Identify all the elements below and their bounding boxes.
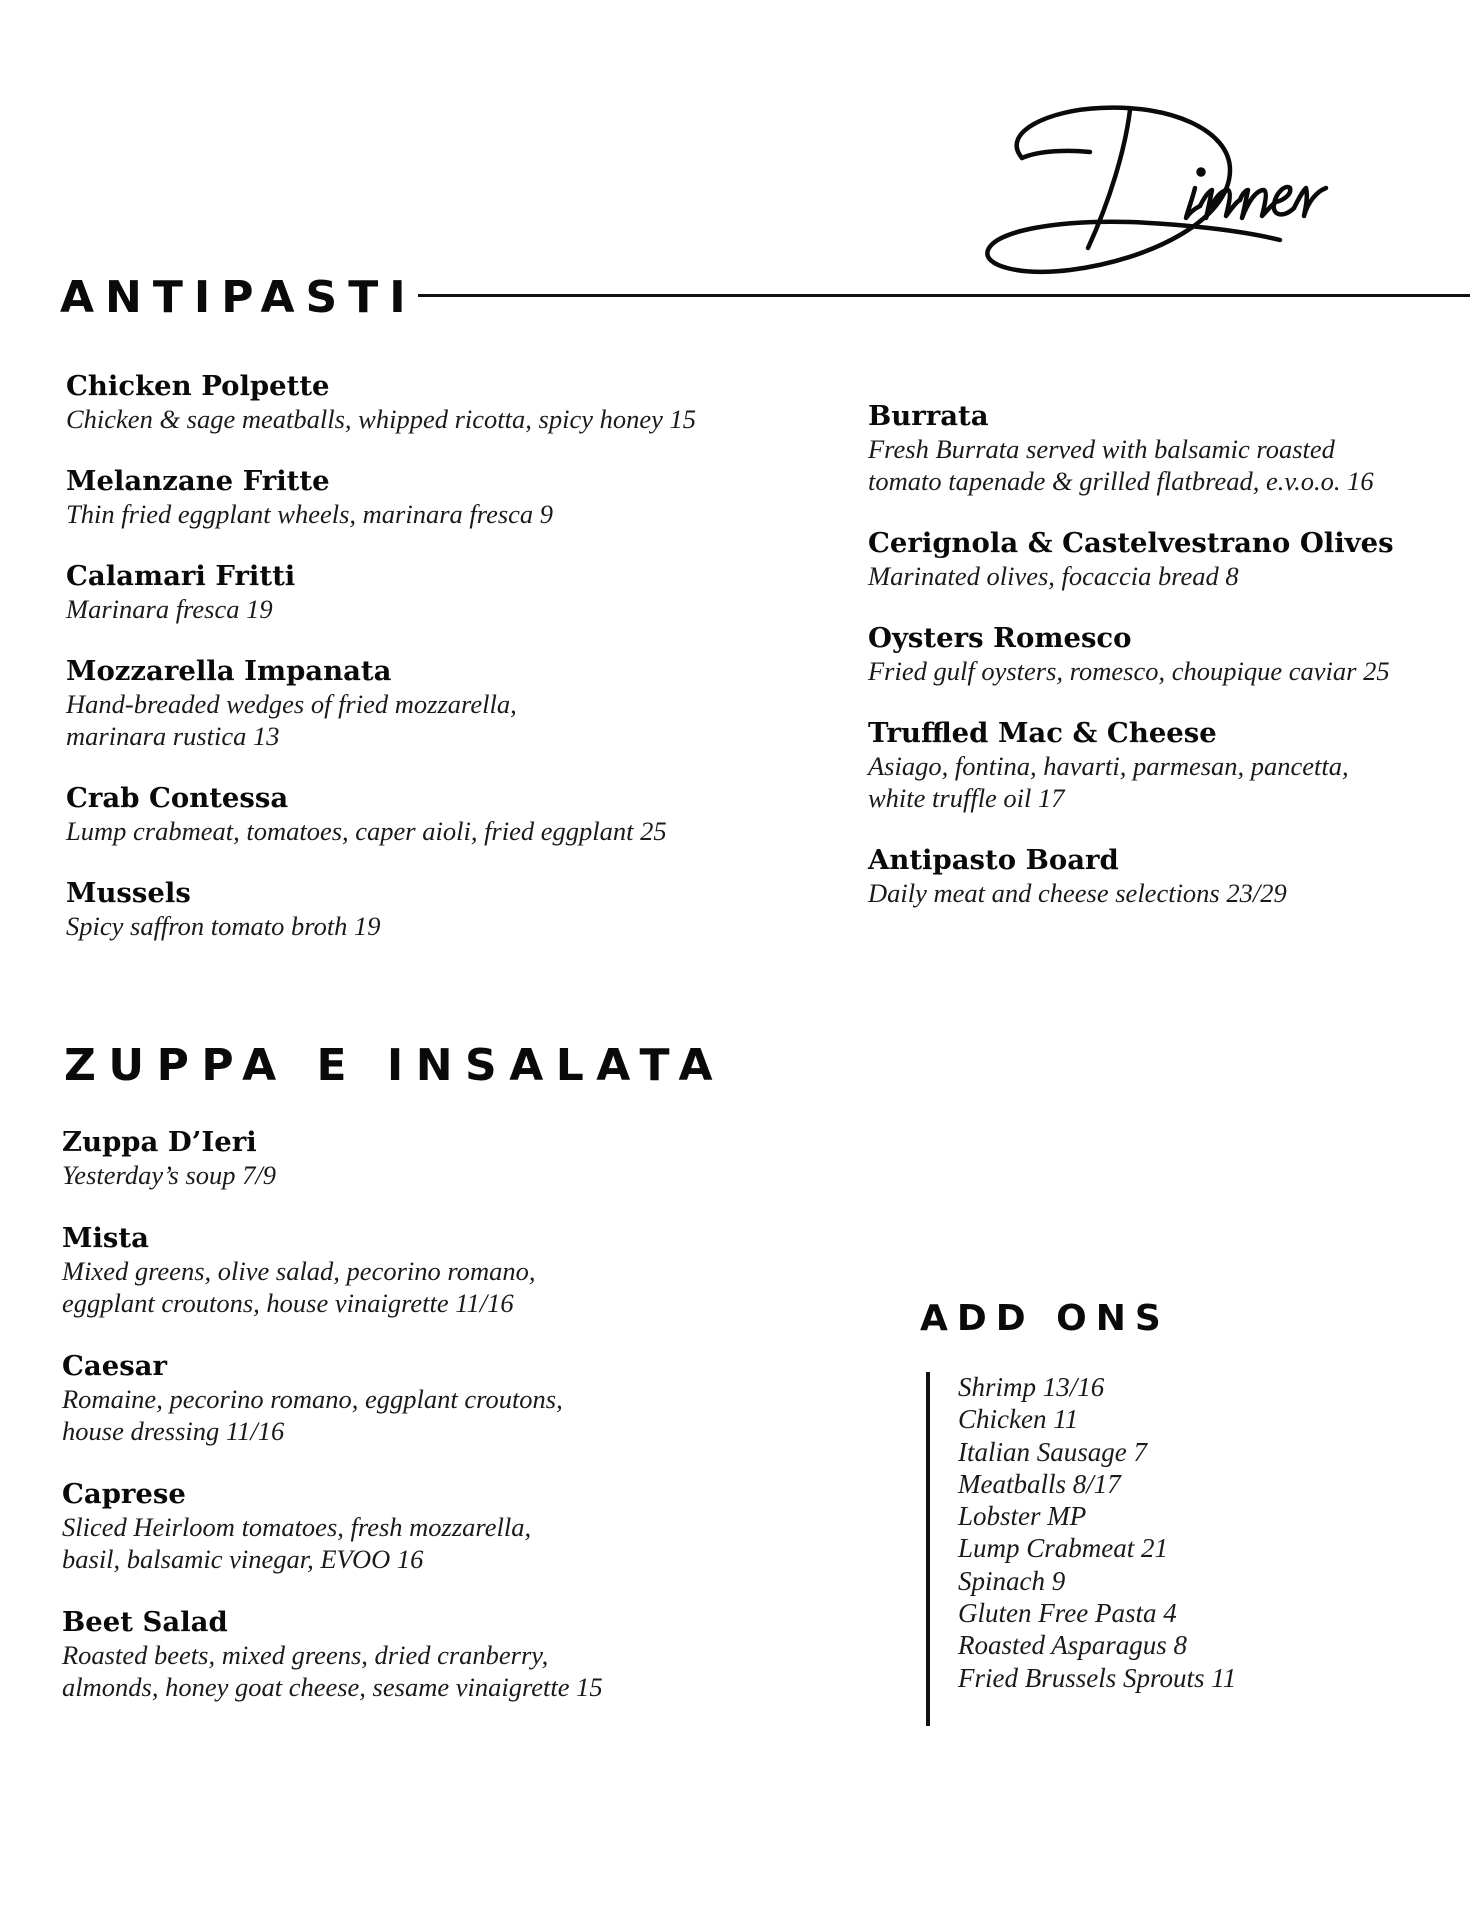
item-description: Lump crabmeat, tomatoes, caper aioli, fried eggplant 25 [66, 816, 667, 846]
item-name: Zuppa D’Ieri [62, 1126, 257, 1158]
addons-heading: ADD ONS [920, 1298, 1170, 1339]
menu-item [62, 1477, 842, 1575]
menu-item [66, 464, 826, 530]
item-description: Roasted beets, mixed greens, dried cranberry, almonds, honey goat cheese, sesame vinaigrette 15 [62, 1640, 603, 1702]
item-description: Chicken & sage meatballs, whipped ricotta, spicy honey 15 [66, 404, 696, 434]
menu-item [62, 1349, 842, 1447]
item-name: Oysters Romesco [868, 622, 1132, 654]
antipasti-right-column [868, 399, 1468, 938]
menu-item [62, 1605, 842, 1703]
addon-item: Chicken 11 [958, 1404, 1079, 1435]
addon-item: Roasted Asparagus 8 [958, 1630, 1188, 1661]
item-name: Cerignola & Castelvestrano Olives [868, 527, 1394, 559]
menu-item [62, 1125, 842, 1191]
menu-item [62, 1221, 842, 1319]
item-description: Yesterday’s soup 7/9 [62, 1160, 276, 1190]
item-name: Crab Contessa [66, 782, 289, 814]
menu-item [868, 716, 1468, 814]
addons-list [958, 1371, 1236, 1694]
item-name: Mussels [66, 877, 191, 909]
item-name: Caprese [62, 1478, 186, 1510]
menu-item [868, 399, 1468, 497]
zuppa-heading: ZUPPA E INSALATA [64, 1040, 726, 1091]
item-name: Truffled Mac & Cheese [868, 717, 1217, 749]
item-name: Calamari Fritti [66, 560, 296, 592]
addon-item: Gluten Free Pasta 4 [958, 1598, 1177, 1629]
item-description: Fresh Burrata served with balsamic roasted tomato tapenade & grilled flatbread, e.v.o.o. 16 [868, 434, 1374, 496]
item-name: Beet Salad [62, 1606, 228, 1638]
item-name: Melanzane Fritte [66, 465, 330, 497]
antipasti-heading: ANTIPASTI [60, 272, 417, 323]
addon-item: Shrimp 13/16 [958, 1372, 1105, 1402]
item-name: Antipasto Board [868, 844, 1119, 876]
item-description: Spicy saffron tomato broth 19 [66, 911, 381, 941]
item-description: Marinated olives, focaccia bread 8 [868, 561, 1239, 591]
item-description: Daily meat and cheese selections 23/29 [868, 878, 1287, 908]
menu-item [66, 654, 826, 752]
menu-item [66, 369, 826, 435]
addon-item: Lump Crabmeat 21 [958, 1533, 1169, 1564]
addon-item: Italian Sausage 7 [958, 1436, 1147, 1467]
item-description: Mixed greens, olive salad, pecorino romano, eggplant croutons, house vinaigrette 11/16 [62, 1256, 536, 1318]
menu-item [66, 781, 826, 847]
addon-item: Lobster MP [958, 1501, 1087, 1532]
item-description: Asiago, fontina, havarti, parmesan, pancetta, white truffle oil 17 [868, 751, 1349, 813]
item-description: Thin fried eggplant wheels, marinara fresca 9 [66, 499, 554, 529]
menu-item [868, 526, 1468, 592]
menu-item [66, 559, 826, 625]
item-name: Mista [62, 1222, 149, 1254]
item-description: Romaine, pecorino romano, eggplant croutons, house dressing 11/16 [62, 1384, 563, 1446]
item-name: Burrata [868, 400, 989, 432]
addon-item: Fried Brussels Sprouts 11 [958, 1662, 1237, 1693]
menu-item [868, 843, 1468, 909]
menu-item [868, 621, 1468, 687]
item-name: Caesar [62, 1350, 167, 1382]
addon-item: Spinach 9 [958, 1565, 1066, 1596]
item-description: Fried gulf oysters, romesco, choupique caviar 25 [868, 656, 1390, 686]
item-description: Hand-breaded wedges of fried mozzarella, marinara rustica 13 [66, 689, 517, 751]
zuppa-column [62, 1125, 842, 1733]
item-description: Marinara fresca 19 [66, 594, 273, 624]
dinner-script-title [980, 90, 1360, 290]
dinner-script-logo [980, 90, 1360, 290]
antipasti-left-column [66, 369, 826, 971]
item-description: Sliced Heirloom tomatoes, fresh mozzarella, basil, balsamic vinegar, EVOO 16 [62, 1512, 532, 1574]
header-divider-line [418, 294, 1470, 297]
item-name: Chicken Polpette [66, 370, 330, 402]
item-name: Mozzarella Impanata [66, 655, 392, 687]
addons-vertical-rule [926, 1372, 930, 1726]
menu-item [66, 876, 826, 942]
addon-item: Meatballs 8/17 [958, 1468, 1121, 1499]
